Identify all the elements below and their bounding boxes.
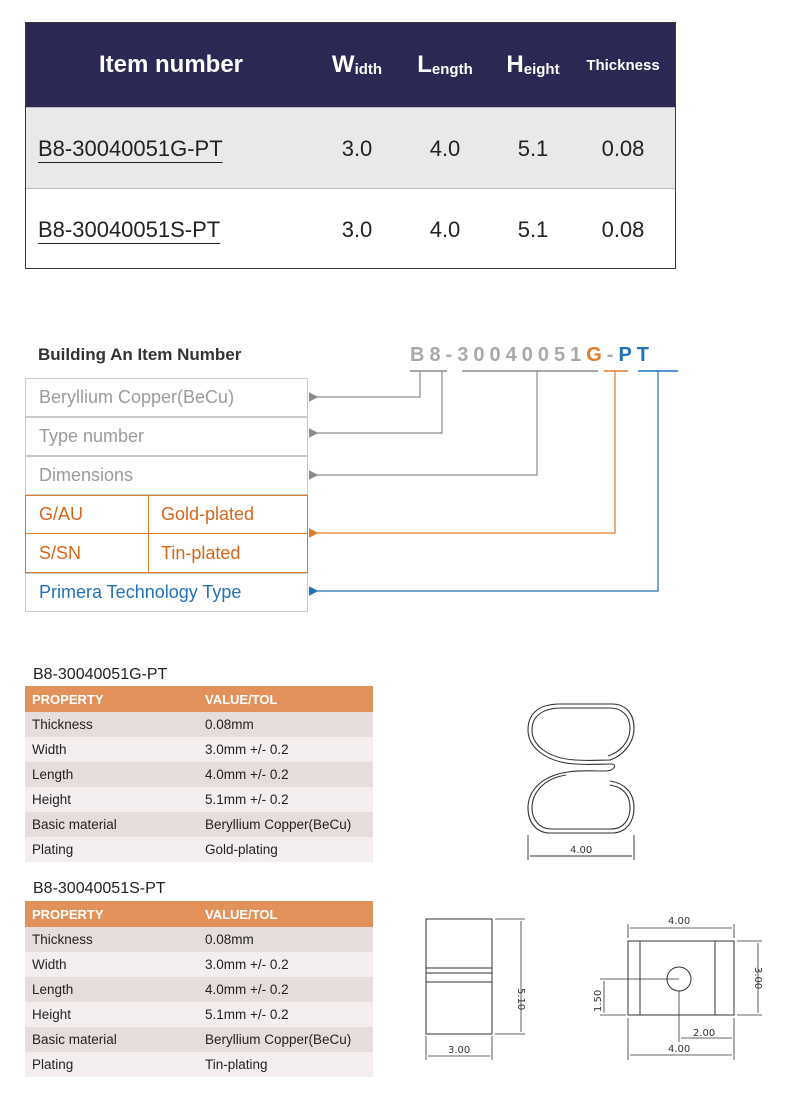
header-thickness: Thickness [586, 56, 660, 74]
front-height-dim: 5.10 [515, 988, 526, 1011]
gold-value: Gold-plated [161, 504, 255, 524]
tin-key: S/SN [26, 534, 149, 572]
top-width-bottom-dim: 4.00 [668, 1044, 691, 1055]
connector-material [310, 371, 420, 397]
hole-offset-x-dim: 2.00 [693, 1028, 716, 1039]
table-row [25, 952, 373, 977]
code-separator: - [606, 344, 619, 366]
property-cell: Height [32, 1007, 72, 1022]
value-header: VALUE/TOL [205, 906, 278, 922]
value-header: VALUE/TOL [205, 691, 278, 707]
tin-value: Tin-plated [161, 542, 241, 563]
value-cell: 0.08mm [205, 932, 254, 947]
value-cell: 5.1mm +/- 0.2 [205, 792, 289, 807]
spec-body [25, 712, 373, 862]
material-box: Beryllium Copper(BeCu) [25, 378, 308, 417]
table-row [25, 1052, 373, 1077]
value-cell: 4.0mm +/- 0.2 [205, 982, 289, 997]
table-row [25, 1002, 373, 1027]
width-value: 3.0 [341, 216, 373, 242]
type-number-box: Type number [25, 417, 308, 456]
code-prefix: B8-30040051 [410, 344, 587, 366]
part-number-link[interactable]: B8-30040051S-PT [38, 216, 221, 242]
hole-offset-y-dim: 1.50 [593, 989, 604, 1012]
spec-header [25, 686, 373, 712]
property-header: PROPERTY [32, 691, 104, 707]
header-height: H eight [506, 51, 560, 78]
technology-type-box: Primera Technology Type [25, 573, 308, 612]
code-suffix: PT [618, 344, 655, 366]
top-height-dim: 3.00 [752, 967, 763, 990]
value-cell: Gold-plating [205, 842, 278, 857]
table-row [25, 1027, 373, 1052]
spec-table-tin [25, 901, 373, 1077]
spec-title-gold: B8-30040051G-PT [33, 666, 168, 683]
part-number-link[interactable]: B8-30040051G-PT [38, 135, 223, 161]
property-cell: Plating [32, 1057, 74, 1072]
height-value: 5.1 [517, 135, 549, 161]
value-cell: Beryllium Copper(BeCu) [205, 817, 352, 832]
header-length: L ength [417, 51, 473, 78]
spec-title-tin: B8-30040051S-PT [33, 880, 166, 897]
side-width-dim: 4.00 [570, 845, 593, 856]
property-cell: Thickness [32, 932, 93, 947]
width-value: 3.0 [341, 135, 373, 161]
table-row [25, 927, 373, 952]
property-cell: Basic material [32, 1032, 117, 1047]
property-cell: Height [32, 792, 72, 807]
value-cell: 5.1mm +/- 0.2 [205, 1007, 289, 1022]
property-cell: Width [32, 742, 67, 757]
value-cell: 3.0mm +/- 0.2 [205, 957, 289, 972]
header-width: W idth [331, 51, 383, 78]
code-plating: G [586, 344, 607, 366]
spec-header [25, 901, 373, 927]
dimensions-box: Dimensions [25, 456, 308, 495]
top-width-dim: 4.00 [668, 916, 691, 927]
value-cell: 3.0mm +/- 0.2 [205, 742, 289, 757]
value-cell: 0.08mm [205, 717, 254, 732]
height-value: 5.1 [517, 216, 549, 242]
property-cell: Basic material [32, 817, 117, 832]
front-width-dim: 3.00 [448, 1045, 471, 1056]
spec-body [25, 927, 373, 1077]
property-cell: Width [32, 957, 67, 972]
thickness-value: 0.08 [601, 216, 645, 242]
property-cell: Thickness [32, 717, 93, 732]
table-row [25, 787, 373, 812]
table-row [25, 762, 373, 787]
table-row [25, 977, 373, 1002]
table-row [25, 837, 373, 862]
value-cell: Tin-plating [205, 1057, 268, 1072]
header-item-number: Item number [98, 51, 244, 78]
property-header: PROPERTY [32, 906, 104, 922]
table-row [25, 812, 373, 837]
connector-technology [310, 371, 658, 591]
thickness-value: 0.08 [601, 135, 645, 161]
table-row [25, 737, 373, 762]
connector-plating [310, 371, 615, 533]
building-title: Building An Item Number [38, 345, 242, 364]
table-row [25, 712, 373, 737]
length-value: 4.0 [429, 135, 461, 161]
property-cell: Length [32, 767, 74, 782]
value-cell: Beryllium Copper(BeCu) [205, 1032, 352, 1047]
connector-type [310, 371, 442, 433]
length-value: 4.0 [429, 216, 461, 242]
value-cell: 4.0mm +/- 0.2 [205, 767, 289, 782]
property-cell: Plating [32, 842, 74, 857]
property-cell: Length [32, 982, 74, 997]
connector-dimensions [310, 371, 537, 475]
gold-key: G/AU [26, 496, 149, 533]
spec-table-gold [25, 686, 373, 862]
